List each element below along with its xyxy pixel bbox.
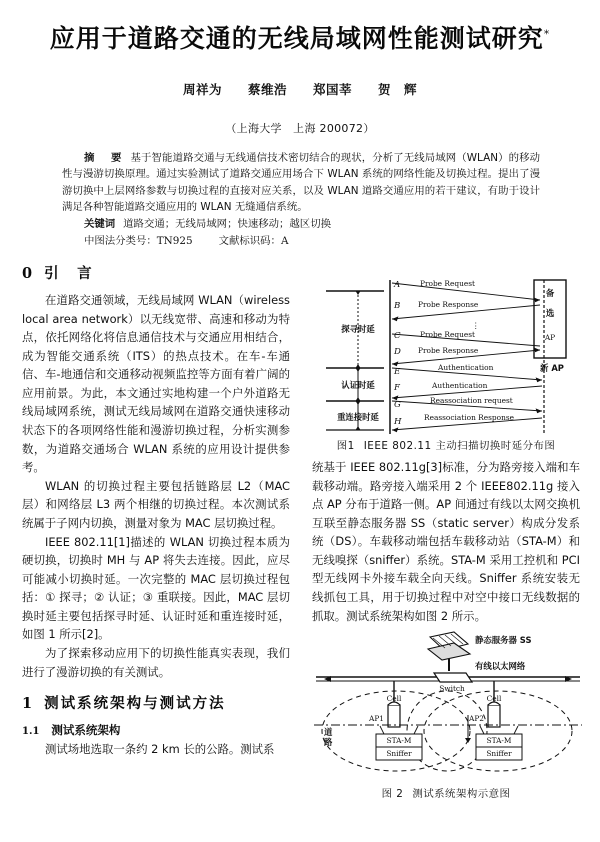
figure-1-phase-label-2: 重连接时延 [337,412,379,422]
affiliation: （上海大学 上海 200072） [225,122,375,135]
figure-2-sta1-label: STA-M [386,736,412,746]
figure-2-graphic [312,629,584,779]
clc-value: TN925 [156,235,193,248]
abstract-paragraph [62,150,540,216]
server-icon [428,632,470,660]
author-list: 周祥为 蔡维浩 郑国莘 贺 辉 [182,82,417,97]
figure-2-cell1-label: Cell [386,694,402,704]
figure-1-msg-id-A: A [394,280,401,290]
sec-1-1-paragraph: 测试场地选取一条约 2 km 长的公路。测试系 [45,742,275,757]
figure-2-station-2 [476,726,522,760]
abstract-label: 摘 要 [84,152,125,164]
intro-paragraph-2: WLAN 的切换过程主要包括链路层 L2（MAC 层）和网络层 L3 两个相继的切换过程。本次测试系统属于子网内切换，测量对象为 MAC 层切换过程。 [22,478,290,530]
figure-2-cell2-label: Cell [486,694,502,704]
abstract-text: 基于智能道路交通与无线通信技术密切结合的现状，分析了无线局域网（WLAN）的移动性与漫游切换原理。通过实验测试了道路交通应用场合下 WLAN 系统的网络性能及切换过程。提出了漫游切换中上层网络参数与切换过程的直接对应关系，以及 WLAN 道路交通应用的若干建议，有助于设计满足各种智能道路交通应用的 WLAN 无缝通信系统。 [62,152,540,214]
subsection-heading-1-1 [22,722,290,738]
keywords-text: 道路交通；无线局域网；快速移动；越区切换 [123,217,331,230]
figure-2-road-label-2: 路 [324,737,333,748]
sec-1-1-paragraph-right: 统基于 IEEE 802.11g[3]标准，分为路旁接入端和车载移动端。路旁接入端采用 2 个 IEEE802.11g 接入点 AP 分布于道路一侧。AP 间通过有线以太网交换机互联至静态服务器 SS（static server）构成分发系统（DS）。车载移动端包括车载移动站（STA-M）和无线嗅探（sniffer）系统。STA-M 采用工控机和 PCI 型无线网卡外接车载全向天线。Sniffer 系统安装无线抓包工具，用于切换过程中对空中接口无线数据的抓取。测试系统架构如图 2 所示。 [312,460,580,623]
figure-1-msg-label-A: Probe Request [420,279,475,288]
section-heading-1 [22,692,290,713]
figure-1-phase-label-1: 认证时延 [341,380,375,390]
figure-1-caption-text: IEEE 802.11 主动扫描切换时延分布图 [363,440,556,452]
left-column [22,262,290,759]
paper-title-text: 应用于道路交通的无线局域网性能测试研究 [49,24,544,53]
figure-1-msg-id-G: G [394,400,401,410]
figure-2-caption [312,785,580,800]
figure-1-msg-label-C: Probe Request [420,330,475,339]
figure-2-server-label: 静态服务器 SS [475,635,532,646]
figure-1-msg-label-E: Authentication [438,363,494,372]
clc-label: 中图法分类号： [84,235,157,248]
figure-2-sniffer1-label: Sniffer [386,749,412,759]
figure-1-msg-label-G: Reassociation request [430,396,513,405]
abstract-block [62,150,540,251]
intro-paragraph-4: 为了探索移动应用下的切换性能真实表现，我们进行了漫游切换的有关测试。 [22,645,290,679]
figure-1-new-ap-label: 新 AP [540,363,564,373]
figure-1-msg-id-B: B [394,301,401,311]
figure-1-msg-id-D: D [394,347,401,357]
figure-2-ap1-label: AP1 [368,714,384,724]
figure-1-msg-label-F: Authentication [432,381,488,390]
intro-paragraph-3: IEEE 802.11[1]描述的 WLAN 切换过程本质为硬切换，切换时 MH 与 AP 将失去连接。因此，应尽可能减小切换时延。一次完整的 MAC 层切换过程包括：① 探寻；② 认证；③ 重联接。因此，MAC 层切换时延主要包括探寻时延、认证时延和重连接时延，如图 1 所示[2]。 [22,534,290,642]
section-1-number: 1 [22,695,33,713]
figure-1-graphic [312,258,580,434]
figure-1-caption [312,437,580,452]
figure-1-svg [312,258,580,434]
section-heading-intro [22,262,290,283]
figure-1-msg-id-E: E [394,367,401,377]
figure-1-msg-id-F: F [394,383,400,393]
intro-paragraph-1: 在道路交通领域，无线局域网 WLAN（wireless local area network）以无线宽带、高速和移动为特点，依托网络化将信息通信技术与交通应用相结合，成为智能交通系统（ITS）的热点技术。在车-车通信、车-地通信和交通移动视频监控等方面有着广阔的应用前景。为此，本文通过实地构建一个户外道路无线局域网系统，测试无线局域网在道路交通快速移动状态下的各项网络性能和漫游切换过程，分析实测参数，为道路交通场合 WLAN 系统的应用设计提供参考。 [22,293,290,475]
figure-1-ap-box-label: AP [544,333,556,342]
clc-line [62,233,540,251]
figure-1-msg-label-B: Probe Response [418,300,479,309]
title-block [0,24,600,136]
figure-2-switch-label: Switch [439,684,465,694]
figure-1-number: 图1 [336,440,355,452]
subsection-number: 1.1 [22,726,40,738]
subsection-title: 测试系统架构 [51,723,121,738]
section-1-title: 测试系统架构与测试方法 [44,696,226,713]
figure-2-road-label-1: 道 [324,727,333,738]
figure-1-msg-id-C: C [394,331,401,341]
doc-code-label: 文献标识码： [218,235,281,248]
section-title: 引 言 [44,266,94,282]
keywords-line [62,216,540,234]
figure-2-sta2-label: STA-M [486,736,512,746]
figure-1-msg-id-H: H [394,417,402,427]
figure-2-svg [312,629,584,779]
figure-1-msg-label-H: Reassociation Response [424,413,515,422]
keywords-label: 关键词 [84,217,116,230]
doc-code-value: A [280,235,289,248]
figure-1-ellipsis: ⋮ [472,321,480,330]
figure-2-station-1 [376,726,422,760]
figure-2-ap2-label: AP2 [468,714,484,724]
page-title [50,24,551,54]
figure-2-ethernet-label: 有线以太网络 [475,661,526,672]
right-column [312,258,580,806]
figure-2-number: 图 2 [381,788,404,801]
figure-1-ap-box-char-2: 选 [545,308,555,318]
figure-1-ap-box-char-1: 备 [545,288,555,298]
figure-2-sniffer2-label: Sniffer [486,749,512,759]
figure-1-msg-label-D: Probe Response [418,346,479,355]
section-number: 0 [22,265,33,282]
figure-1-phase-label-0: 探寻时延 [341,324,375,334]
figure-2-caption-text: 测试系统架构示意图 [412,788,511,801]
title-footnote-mark: * [543,27,551,41]
